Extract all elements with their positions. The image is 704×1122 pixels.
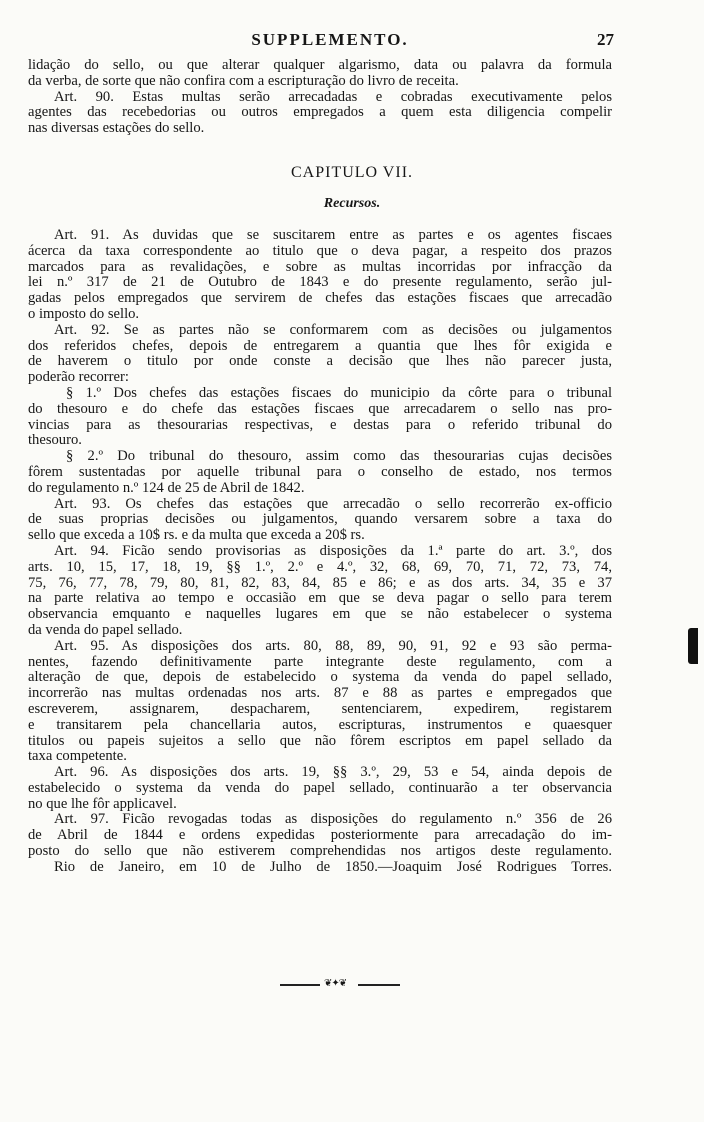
text-line: no que lhe fôr applicavel. bbox=[28, 795, 177, 812]
text-line: do thesouro e do chefe das estações fiscaes que arrecadarem o sello nas pro- bbox=[28, 400, 612, 417]
text-line: Art. 91. As duvidas que se suscitarem entre as partes e os agentes fiscaes bbox=[54, 227, 612, 243]
text-line: fôrem sustentadas por aquelle tribunal para o conselho de estado, nos termos bbox=[28, 463, 612, 480]
text-line: de haverem o titulo por onde conste a decisão que lhes não parecer justa, bbox=[28, 353, 612, 370]
page-header bbox=[46, 30, 614, 54]
text-line: da verba, de sorte que não confira com a escripturação do livro de receita. bbox=[28, 72, 459, 89]
text-line: nentes, fazendo definitivamente parte integrante deste regulamento, com a bbox=[28, 653, 612, 670]
scan-edge-mark bbox=[688, 628, 698, 664]
text-line: posto do sello que não estiverem comprehendidas nos artigos deste regulamento. bbox=[28, 843, 612, 860]
ornament-rule-right bbox=[358, 984, 400, 986]
text-line: lei n.º 317 de 21 de Outubro de 1843 e do presente regulamento, serão jul- bbox=[28, 274, 612, 291]
text-block-articles bbox=[28, 228, 612, 876]
chapter-subtitle: Recursos. bbox=[323, 196, 381, 211]
text-line: Art. 96. As disposições dos arts. 19, §§ 3.º, 29, 53 e 54, ainda depois de bbox=[54, 764, 612, 781]
text-line: § 2.º Do tribunal do thesouro, assim como das thesourarias cujas decisões bbox=[66, 448, 612, 465]
text-line: arts. 10, 15, 17, 18, 19, §§ 1.º, 2.º e 4.º, 32, 68, 69, 70, 71, 72, 73, 74, bbox=[28, 558, 612, 575]
text-line: taxa competente. bbox=[28, 748, 127, 765]
text-line: dos referidos chefes, depois de entregarem a quantia que lhes fôr exigida e bbox=[28, 337, 612, 354]
text-line: de suas proprias decisões ou julgamentos, quando versarem sobre a taxa do bbox=[28, 511, 612, 528]
text-line: Art. 90. Estas multas serão arrecadadas e cobradas executivamente pelos bbox=[54, 88, 612, 105]
text-line: 75, 76, 77, 78, 79, 80, 81, 82, 83, 84, 85 e 86; e as dos arts. 34, 35 e 37 bbox=[28, 574, 612, 591]
text-line: marcados para as revalidações, e sobre as multas incorridas por infracção da bbox=[28, 258, 612, 275]
text-line: Art. 95. As disposições dos arts. 80, 88, 89, 90, 91, 92 e 93 são perma- bbox=[54, 637, 612, 654]
text-line: nas diversas estações do sello. bbox=[28, 120, 205, 137]
text-line: alteração de que, depois de estabelecido o systema da venda do papel sellado, bbox=[28, 669, 612, 686]
text-line: vincias para as thesourarias respectivas, e destas para o referido tribunal do bbox=[28, 416, 612, 433]
text-line: estabelecido o systema da venda do papel sellado, continuarão a ter observancia bbox=[28, 779, 612, 796]
text-line: thesouro. bbox=[28, 432, 82, 449]
text-line: observancia emquanto e naquelles lugares em que se não estabelecer o systema bbox=[28, 606, 612, 623]
text-line: incorrerão nas multas ordenadas nos arts. 87 e 88 as partes e empregados que bbox=[28, 685, 612, 702]
text-line: lidação do sello, ou que alterar qualquer algarismo, data ou palavra da formula bbox=[28, 57, 612, 73]
ornament-glyph: ❦✦❦ bbox=[324, 978, 347, 989]
text-line: § 1.º Dos chefes das estações fiscaes do municipio da côrte para o tribunal bbox=[66, 384, 612, 401]
text-line: Art. 92. Se as partes não se conformarem com as decisões ou julgamentos bbox=[54, 321, 612, 338]
text-line: Art. 93. Os chefes das estações que arrecadão o sello recorrerão ex-officio bbox=[54, 495, 612, 512]
text-line: Art. 97. Ficão revogadas todas as disposições do regulamento n.º 356 de 26 bbox=[54, 811, 612, 828]
text-block-continuation bbox=[28, 58, 612, 137]
text-line: o imposto do sello. bbox=[28, 305, 140, 322]
page-number: 27 bbox=[597, 30, 614, 49]
running-title: SUPPLEMENTO. bbox=[251, 30, 409, 49]
text-line: ácerca da taxa correspondente ao titulo que o deva pagar, a respeito dos prazos bbox=[28, 242, 612, 259]
text-line: gadas pelos empregados que servirem de chefes das estações fiscaes que arrecadão bbox=[28, 290, 612, 307]
text-line: do regulamento n.º 124 de 25 de Abril de 1842. bbox=[28, 479, 305, 496]
signature-line: Rio de Janeiro, em 10 de Julho de 1850.—Joaquim José Rodrigues Torres. bbox=[54, 858, 612, 875]
text-line: poderão recorrer: bbox=[28, 369, 129, 386]
end-ornament bbox=[280, 980, 400, 990]
text-line: escreverem, assignarem, despacharem, sentenciarem, expedirem, registarem bbox=[28, 700, 612, 717]
text-line: titulos ou papeis sujeitos a sello que não fôrem escriptos em papel sellado da bbox=[28, 732, 612, 749]
text-line: de Abril de 1844 e ordens expedidas posteriormente para arrecadação do im- bbox=[28, 827, 612, 844]
text-line: agentes das recebedorias ou outros empregados a quem esta diligencia compelir bbox=[28, 104, 612, 121]
text-line: Art. 94. Ficão sendo provisorias as disposições da 1.ª parte do art. 3.º, dos bbox=[54, 542, 612, 559]
chapter-heading: CAPITULO VII. bbox=[290, 164, 414, 181]
text-line: sello que exceda a 10$ rs. e da multa que exceda a 20$ rs. bbox=[28, 527, 365, 544]
text-line: na parte relativa ao tempo e occasião em que se deva pagar o sello para terem bbox=[28, 590, 612, 607]
ornament-rule-left bbox=[280, 984, 320, 986]
text-line: e transitarem pela chancellaria autos, escripturas, instrumentos e quaesquer bbox=[28, 716, 612, 733]
text-line: da venda do papel sellado. bbox=[28, 621, 183, 638]
